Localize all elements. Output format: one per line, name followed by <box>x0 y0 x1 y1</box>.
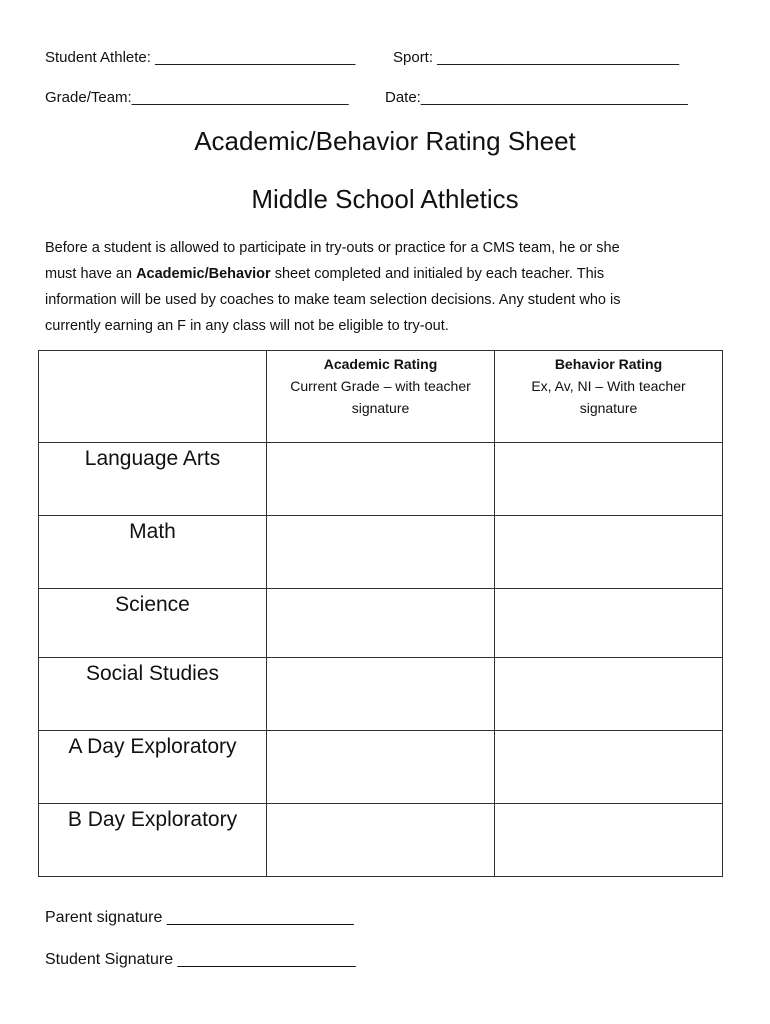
intro-line-1: Before a student is allowed to participate in try-outs or practice for a CMS team, he or she <box>45 240 620 256</box>
date-field[interactable]: Date:________________________________ <box>385 89 688 106</box>
subject-label: B Day Exploratory <box>67 808 238 831</box>
academic-rating-cell[interactable] <box>267 443 495 516</box>
page-title: Academic/Behavior Rating Sheet <box>194 126 576 156</box>
table-row <box>39 658 723 731</box>
academic-rating-cell[interactable] <box>267 731 495 804</box>
header-blank-cell <box>39 351 267 443</box>
table-row <box>39 731 723 804</box>
behavior-rating-title: Behavior Rating <box>554 356 663 372</box>
academic-rating-header <box>267 351 495 443</box>
academic-rating-line1: Current Grade – with teacher <box>290 378 471 394</box>
behavior-rating-cell[interactable] <box>495 658 723 731</box>
intro-line-2-start: must have an <box>45 266 137 282</box>
table-row <box>39 516 723 589</box>
subject-label: Science <box>115 593 190 616</box>
page-subtitle: Middle School Athletics <box>251 184 519 214</box>
table-header-row <box>39 351 723 443</box>
subject-science <box>39 589 267 658</box>
academic-rating-cell[interactable] <box>267 658 495 731</box>
rating-table <box>38 350 723 877</box>
subject-social-studies <box>39 658 267 731</box>
intro-line-3: information will be used by coaches to make team selection decisions. Any student who is <box>45 292 621 308</box>
subject-label: Math <box>129 520 176 543</box>
intro-paragraph <box>45 235 705 339</box>
subject-a-day-exploratory <box>39 731 267 804</box>
subject-label: A Day Exploratory <box>68 735 237 758</box>
behavior-rating-line2: signature <box>579 400 638 416</box>
student-athlete-field[interactable]: Student Athlete: ________________________ <box>45 49 356 66</box>
subject-b-day-exploratory <box>39 804 267 877</box>
table-row <box>39 443 723 516</box>
academic-rating-cell[interactable] <box>267 589 495 658</box>
behavior-rating-cell[interactable] <box>495 589 723 658</box>
intro-line-4: currently earning an F in any class will not be eligible to try-out. <box>45 318 449 334</box>
behavior-rating-cell[interactable] <box>495 804 723 877</box>
behavior-rating-cell[interactable] <box>495 731 723 804</box>
behavior-rating-line1: Ex, Av, NI – With teacher <box>531 378 686 394</box>
grade-team-field[interactable]: Grade/Team:__________________________ <box>45 89 349 106</box>
sport-field[interactable]: Sport: _____________________________ <box>393 49 680 66</box>
subject-label: Social Studies <box>85 662 220 685</box>
behavior-rating-cell[interactable] <box>495 443 723 516</box>
student-signature-field[interactable]: Student Signature ____________________ <box>45 951 356 968</box>
intro-line-2-end: sheet completed and initialed by each teacher. This <box>270 266 605 282</box>
parent-signature-field[interactable]: Parent signature _____________________ <box>45 909 354 926</box>
academic-rating-cell[interactable] <box>267 804 495 877</box>
subject-math <box>39 516 267 589</box>
intro-line-2-bold: Academic/Behavior <box>136 266 271 282</box>
academic-rating-line2: signature <box>351 400 410 416</box>
behavior-rating-cell[interactable] <box>495 516 723 589</box>
table-row <box>39 589 723 658</box>
subject-label: Language Arts <box>84 447 221 470</box>
table-row <box>39 804 723 877</box>
behavior-rating-header <box>495 351 723 443</box>
academic-rating-cell[interactable] <box>267 516 495 589</box>
intro-line-2 <box>45 261 705 287</box>
subject-language-arts <box>39 443 267 516</box>
academic-rating-title: Academic Rating <box>323 356 438 372</box>
